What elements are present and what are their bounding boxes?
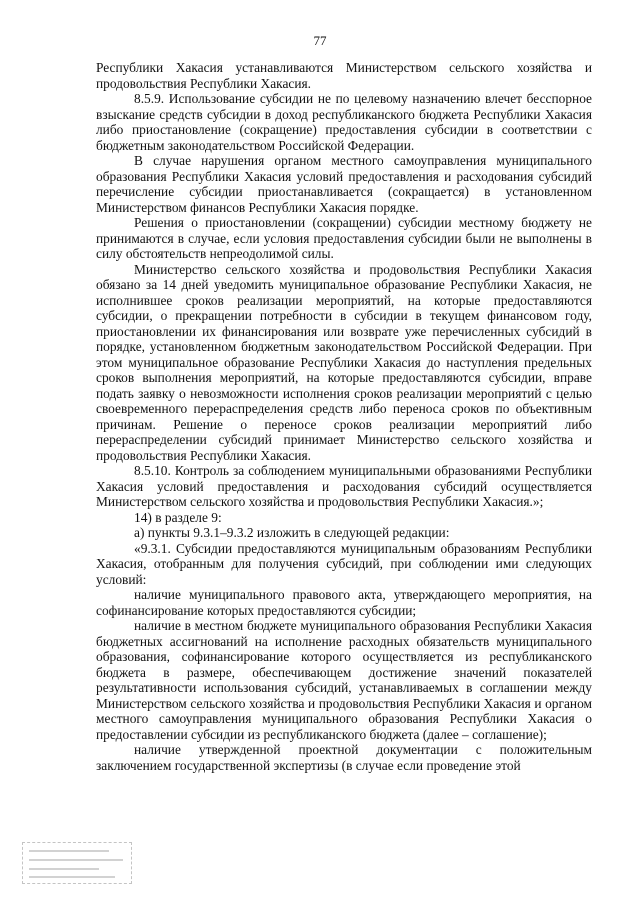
paragraph: наличие в местном бюджете муниципального образования Республики Хакасия бюджетных ассигнований на исполнение расходных обязательств муниципального образования, софинансирование которого осуществляется из республиканского бюджета в размере, обеспечивающем достижение значений показателей результативности использования субсидий, устанавливаемых в соглашении между Министерством сельского хозяйства и продовольствия Республики Хакасия и органом местного самоуправления муниципального образования Республики Хакасия о предоставлении субсидии из республиканского бюджета (далее – соглашение); xyxy=(96,618,592,742)
paragraph: наличие утвержденной проектной документации с положительным заключением государственной экспертизы (в случае если проведение этой xyxy=(96,742,592,773)
paragraph: Министерство сельского хозяйства и продовольствия Республики Хакасия обязано за 14 дней уведомить муниципальное образование Республики Хакасия, не исполнившее сроков реализации мероприятий, на которые предоставляются субсидии, о прекращении потребности в субсидии в текущем финансовом году, приостановлении их финансирования или возврате уже перечисленных субсидий в порядке, установленном бюджетным законодательством Российской Федерации. При этом муниципальное образование Республики Хакасия до наступления предельных сроков выполнения мероприятий, на которые предоставляются субсидии, вправе подать заявку о невозможности исполнения сроков реализации мероприятий с целью своевременного перераспределения средств либо переноса сроков по объективным причинам. Решение о переносе сроков реализации мероприятий либо перераспределении субсидий принимает Министерство сельского хозяйства и продовольствия Республики Хакасия. xyxy=(96,261,592,463)
paragraph: 8.5.10. Контроль за соблюдением муниципальными образованиями Республики Хакасия условий предоставления и расходования субсидий осуществляется Министерством сельского хозяйства и продовольствия Республики Хакасия.»; xyxy=(96,463,592,509)
paragraph: 8.5.9. Использование субсидии не по целевому назначению влечет бесспорное взыскание средств субсидии в доход республиканского бюджета Республики Хакасия либо приостановление (сокращение) предоставления субсидии в соответствии с бюджетным законодательством Российской Федерации. xyxy=(96,91,592,153)
paragraph: а) пункты 9.3.1–9.3.2 изложить в следующей редакции: xyxy=(134,525,450,540)
faded-stamp xyxy=(22,842,132,884)
paragraph: В случае нарушения органом местного самоуправления муниципального образования Республики Хакасия условий предоставления и расходования субсидий перечисление субсидии приостанавливается (сокращается) в установленном Министерством финансов Республики Хакасия порядке. xyxy=(96,153,592,215)
paragraph: Республики Хакасия устанавливаются Министерством сельского хозяйства и продовольствия Республики Хакасия. xyxy=(96,60,592,91)
paragraph: Решения о приостановлении (сокращении) субсидии местному бюджету не принимаются в случае, если условия предоставления субсидии были не выполнены в силу обстоятельств непреодолимой силы. xyxy=(96,215,592,261)
page-number: 77 xyxy=(313,33,327,48)
paragraph: «9.3.1. Субсидии предоставляются муниципальным образованиям Республики Хакасия, отобранным для получения субсидий, при соблюдении ими следующих условий: xyxy=(96,540,592,587)
paragraph: наличие муниципального правового акта, утверждающего мероприятия, на софинансирование которых предоставляются субсидии; xyxy=(96,587,592,618)
document-body xyxy=(96,60,592,773)
paragraph: 14) в разделе 9: xyxy=(134,509,222,525)
